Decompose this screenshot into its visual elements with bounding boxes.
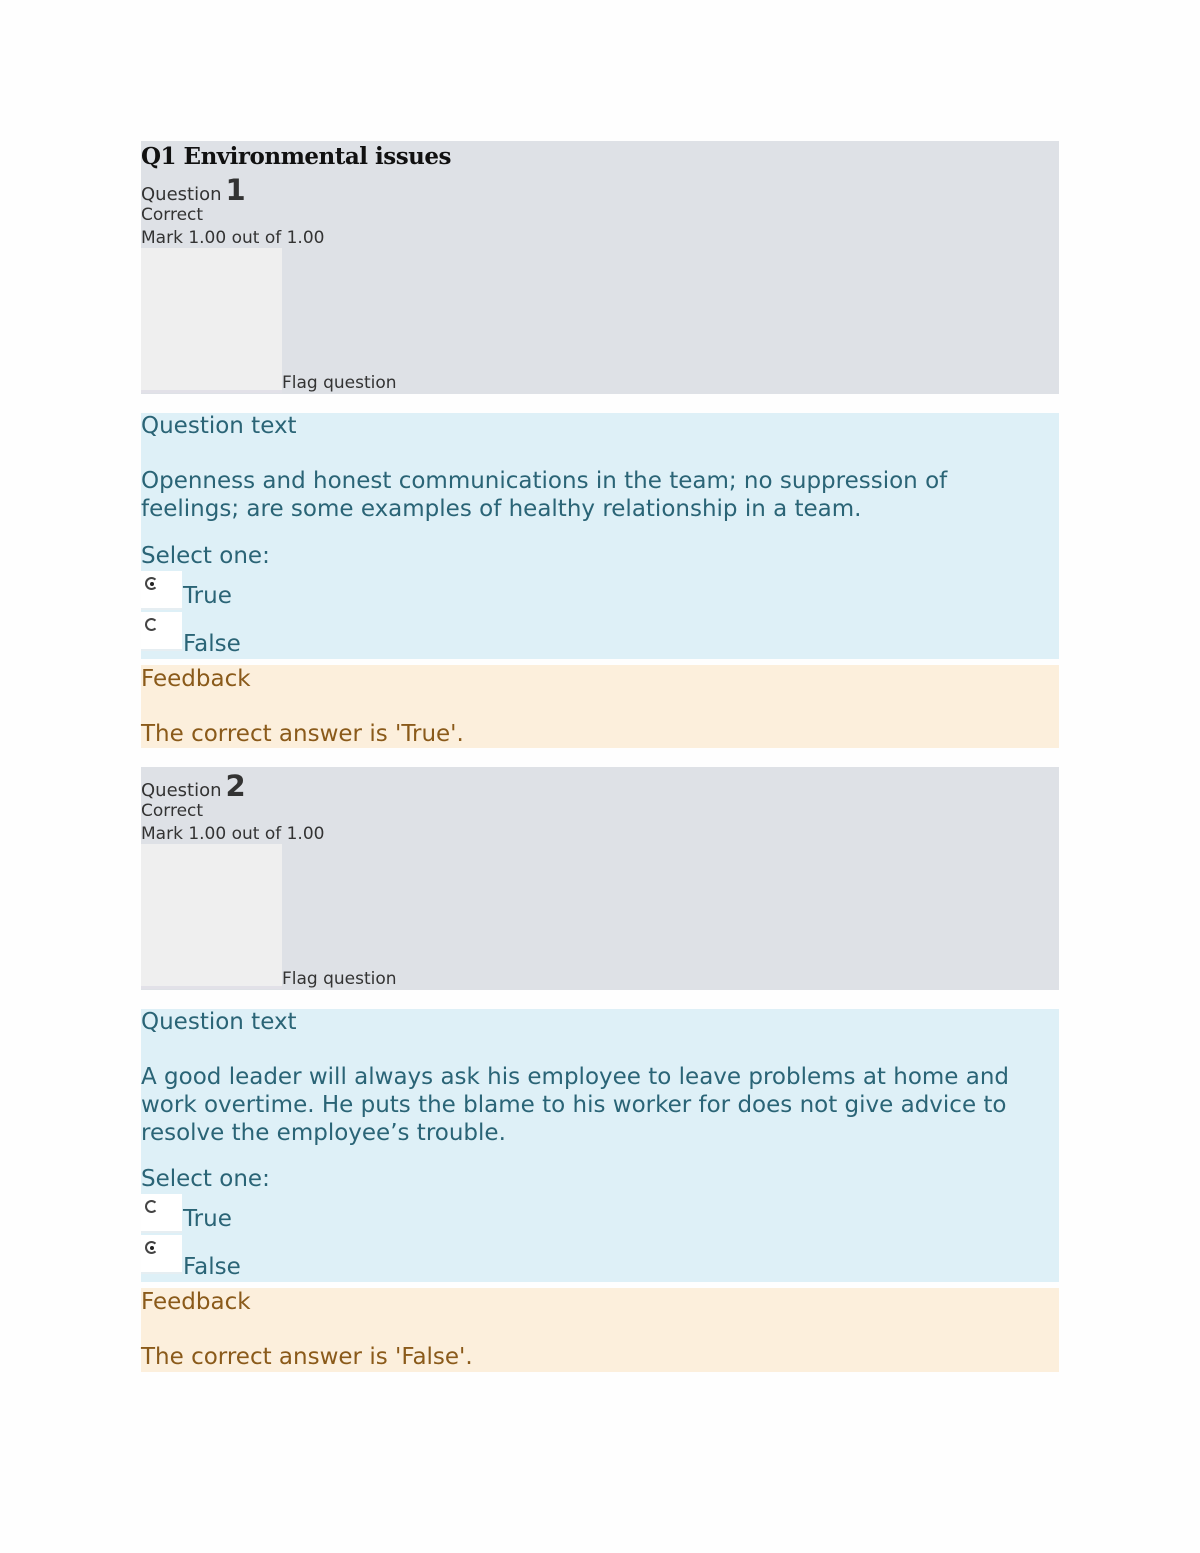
question-text-heading: Question text xyxy=(141,1009,297,1035)
question-2-feedback xyxy=(141,1288,1059,1372)
question-grade: Mark 1.00 out of 1.00 xyxy=(141,228,325,248)
feedback-text: The correct answer is 'False'. xyxy=(141,1344,473,1370)
radio-false[interactable] xyxy=(141,1235,182,1274)
question-number: Question 2 xyxy=(141,769,246,803)
feedback-text: The correct answer is 'True'. xyxy=(141,721,464,747)
flag-question-link[interactable]: Flag question xyxy=(282,969,397,989)
radio-unchecked-icon[interactable] xyxy=(145,618,158,631)
question-2-info xyxy=(141,767,1059,990)
radio-true[interactable] xyxy=(141,1194,182,1233)
question-1-text-block xyxy=(141,413,1059,659)
question-state: Correct xyxy=(141,801,204,821)
question-text-heading: Question text xyxy=(141,413,297,439)
select-one-prompt: Select one: xyxy=(141,543,270,569)
question-1-feedback xyxy=(141,665,1059,748)
quiz-title: Q1 Environmental issues xyxy=(141,143,451,170)
radio-unchecked-icon[interactable] xyxy=(145,1200,158,1213)
question-grade: Mark 1.00 out of 1.00 xyxy=(141,824,325,844)
option-label-true[interactable]: True xyxy=(183,1206,232,1232)
feedback-heading: Feedback xyxy=(141,666,251,692)
feedback-heading: Feedback xyxy=(141,1289,251,1315)
question-2-text-block xyxy=(141,1009,1059,1282)
select-one-prompt: Select one: xyxy=(141,1166,270,1192)
question-text: Openness and honest communications in the team; no suppression of feelings; are some examples of healthy relationship in a team. xyxy=(141,468,948,522)
question-number: Question 1 xyxy=(141,173,246,207)
option-label-false[interactable]: False xyxy=(183,631,241,657)
radio-checked-icon[interactable] xyxy=(145,1241,158,1254)
question-text: A good leader will always ask his employee to leave problems at home and work overtime. He puts the blame to his worker for does not give advice to resolve the employee’s trouble. xyxy=(141,1064,1010,1146)
radio-true[interactable] xyxy=(141,571,182,610)
radio-checked-icon[interactable] xyxy=(145,577,158,590)
radio-false[interactable] xyxy=(141,612,182,651)
question-1-info xyxy=(141,141,1059,394)
flag-icon[interactable] xyxy=(141,248,282,393)
flag-question-link[interactable]: Flag question xyxy=(282,373,397,393)
option-label-true[interactable]: True xyxy=(183,583,232,609)
option-label-false[interactable]: False xyxy=(183,1254,241,1280)
question-state: Correct xyxy=(141,205,204,225)
flag-icon[interactable] xyxy=(141,844,282,989)
